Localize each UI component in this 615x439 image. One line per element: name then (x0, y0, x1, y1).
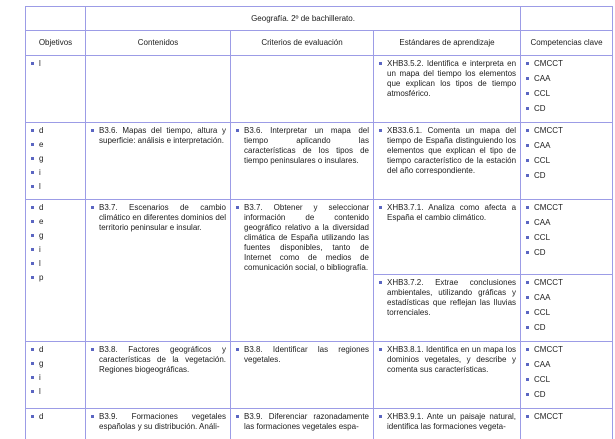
objetivo-letter: l (39, 182, 41, 191)
competencia: CMCCT (534, 126, 563, 135)
objetivo-letter: i (39, 168, 41, 177)
estandar-text: XHB3.7.1. Analiza como afecta a España el cambio climático. (387, 203, 517, 222)
bullet-icon (31, 234, 34, 237)
cell-competencias (521, 275, 613, 342)
bullet-icon (31, 415, 34, 418)
competencia: CMCCT (534, 345, 563, 354)
col-header-criterios: Criterios de evaluación (231, 31, 374, 56)
criterio-text: B3.6. Interpretar un mapa del tiempo aplicando las características de los tipos de tiempo peninsulares o insulares. (244, 126, 369, 165)
bullet-icon (526, 159, 529, 162)
cell-estandar (374, 56, 521, 123)
competencia: CD (534, 248, 546, 257)
col-header-estandares: Estándares de aprendizaje (374, 31, 521, 56)
bullet-icon (31, 348, 34, 351)
objetivo-letter: g (39, 359, 44, 368)
competencia: CAA (534, 360, 551, 369)
cell-objetivos (26, 200, 86, 342)
bullet-icon (526, 221, 529, 224)
table-row (26, 342, 613, 409)
table-row (26, 409, 613, 439)
bullet-icon (31, 157, 34, 160)
bullet-icon (526, 326, 529, 329)
bullet-icon (31, 248, 34, 251)
cell-estandar (374, 123, 521, 200)
curriculum-table (25, 6, 613, 439)
bullet-icon (31, 171, 34, 174)
cell-objetivos (26, 123, 86, 200)
bullet-icon (526, 206, 529, 209)
bullet-icon (31, 262, 34, 265)
bullet-icon (379, 348, 382, 351)
estandar-text: XHB3.7.2. Extrae conclusiones ambientales, utilizando gráficas y estadísticas que reflejan las lluvias torrenciales. (387, 278, 517, 317)
bullet-icon (31, 220, 34, 223)
bullet-icon (526, 144, 529, 147)
col-header-competencias: Competencias clave (521, 31, 613, 56)
table-row (26, 200, 613, 275)
cell-competencias (521, 56, 613, 123)
competencia: CD (534, 323, 546, 332)
competencia: CAA (534, 293, 551, 302)
objetivo-letter: i (39, 245, 41, 254)
competencia: CMCCT (534, 203, 563, 212)
bullet-icon (526, 363, 529, 366)
competencia: CD (534, 104, 546, 113)
bullet-icon (31, 390, 34, 393)
cell-competencias (521, 342, 613, 409)
cell-objetivos (26, 56, 86, 123)
objetivo-letter: d (39, 345, 44, 354)
competencia: CCL (534, 308, 551, 317)
bullet-icon (526, 378, 529, 381)
col-header-contenidos: Contenidos (86, 31, 231, 56)
objetivo-letter: d (39, 412, 44, 421)
cell-competencias (521, 123, 613, 200)
competencia: CCL (534, 89, 551, 98)
bullet-icon (526, 107, 529, 110)
cell-criterios (231, 409, 374, 439)
objetivo-letter: l (39, 259, 41, 268)
bullet-icon (526, 129, 529, 132)
bullet-icon (526, 92, 529, 95)
bullet-icon (526, 393, 529, 396)
bullet-icon (236, 348, 239, 351)
estandar-text: XHB3.5.2. Identifica e interpreta en un mapa del tiempo los elementos que explican los tipos de tiempo atmosférico. (387, 59, 517, 98)
cell-contenidos (86, 200, 231, 342)
competencia: CMCCT (534, 278, 563, 287)
bullet-icon (91, 348, 94, 351)
estandar-text: XHB3.9.1. Ante un paisaje natural, identifica las formaciones vegeta- (387, 412, 517, 431)
cell-contenidos (86, 342, 231, 409)
cell-contenidos-empty (86, 56, 231, 123)
objetivo-letter: l (39, 387, 41, 396)
bullet-icon (31, 206, 34, 209)
bullet-icon (526, 77, 529, 80)
corner-cell-left (26, 7, 86, 31)
bullet-icon (379, 415, 382, 418)
objetivo-letter: l (39, 59, 41, 68)
bullet-icon (91, 206, 94, 209)
cell-estandar (374, 275, 521, 342)
cell-criterios (231, 200, 374, 342)
competencia: CAA (534, 141, 551, 150)
bullet-icon (31, 276, 34, 279)
cell-estandar (374, 342, 521, 409)
header-row (26, 31, 613, 56)
cell-criterios (231, 342, 374, 409)
cell-competencias (521, 200, 613, 275)
criterio-text: B3.9. Diferenciar razonadamente las formaciones vegetales espa- (244, 412, 369, 431)
title-row (26, 7, 613, 31)
estandar-text: XHB3.8.1. Identifica en un mapa los dominios vegetales, y describe y comenta sus características. (387, 345, 517, 374)
objetivo-letter: d (39, 126, 44, 135)
bullet-icon (236, 415, 239, 418)
cell-estandar (374, 200, 521, 275)
objetivo-letter: e (39, 140, 44, 149)
cell-contenidos (86, 123, 231, 200)
bullet-icon (526, 415, 529, 418)
objetivo-letter: i (39, 373, 41, 382)
objetivo-letter: e (39, 217, 44, 226)
bullet-icon (526, 236, 529, 239)
bullet-icon (379, 62, 382, 65)
bullet-icon (526, 281, 529, 284)
objetivo-letter: d (39, 203, 44, 212)
bullet-icon (31, 362, 34, 365)
cell-criterios (231, 123, 374, 200)
table-title: Geografía. 2º de bachillerato. (86, 7, 521, 31)
bullet-icon (236, 129, 239, 132)
competencia: CD (534, 390, 546, 399)
estandar-text: XB33.6.1. Comenta un mapa del tiempo de España distinguiendo los elementos que explican el tipo de tiempo característico de la estación del año correspondiente. (387, 126, 517, 175)
bullet-icon (31, 129, 34, 132)
competencia: CCL (534, 233, 551, 242)
bullet-icon (31, 376, 34, 379)
contenido-text: B3.9. Formaciones vegetales españolas y su distribución. Análi- (99, 412, 226, 431)
cell-competencias (521, 409, 613, 439)
bullet-icon (236, 206, 239, 209)
criterio-text: B3.8. Identificar las regiones vegetales. (244, 345, 369, 364)
bullet-icon (526, 251, 529, 254)
bullet-icon (31, 185, 34, 188)
bullet-icon (91, 129, 94, 132)
corner-cell-right (521, 7, 613, 31)
bullet-icon (379, 281, 382, 284)
cell-estandar (374, 409, 521, 439)
contenido-text: B3.6. Mapas del tiempo, altura y superficie: análisis e interpretación. (99, 126, 226, 145)
bullet-icon (379, 206, 382, 209)
bullet-icon (526, 311, 529, 314)
competencia: CCL (534, 156, 551, 165)
cell-objetivos (26, 342, 86, 409)
cell-criterios-empty (231, 56, 374, 123)
competencia: CMCCT (534, 59, 563, 68)
bullet-icon (526, 296, 529, 299)
bullet-icon (526, 174, 529, 177)
objetivo-letter: g (39, 154, 44, 163)
criterio-text: B3.7. Obtener y seleccionar información de contenido geográfico relativo a la diversidad climática de España utilizando las fuentes disponibles, tanto de Internet como de medios de comunicación social, o bibliografía. (244, 203, 369, 272)
bullet-icon (31, 62, 34, 65)
col-header-objetivos: Objetivos (26, 31, 86, 56)
cell-contenidos (86, 409, 231, 439)
objetivo-letter: p (39, 273, 44, 282)
competencia: CCL (534, 375, 551, 384)
bullet-icon (379, 129, 382, 132)
contenido-text: B3.7. Escenarios de cambio climático en diferentes dominios del territorio peninsular e insular. (99, 203, 226, 232)
competencia: CMCCT (534, 412, 563, 421)
bullet-icon (526, 62, 529, 65)
bullet-icon (31, 143, 34, 146)
bullet-icon (526, 348, 529, 351)
competencia: CAA (534, 74, 551, 83)
competencia: CAA (534, 218, 551, 227)
bullet-icon (91, 415, 94, 418)
cell-objetivos (26, 409, 86, 439)
objetivo-letter: g (39, 231, 44, 240)
contenido-text: B3.8. Factores geográficos y características de la vegetación. Regiones biogeográficas. (99, 345, 226, 374)
table-row (26, 56, 613, 123)
competencia: CD (534, 171, 546, 180)
table-row (26, 123, 613, 200)
